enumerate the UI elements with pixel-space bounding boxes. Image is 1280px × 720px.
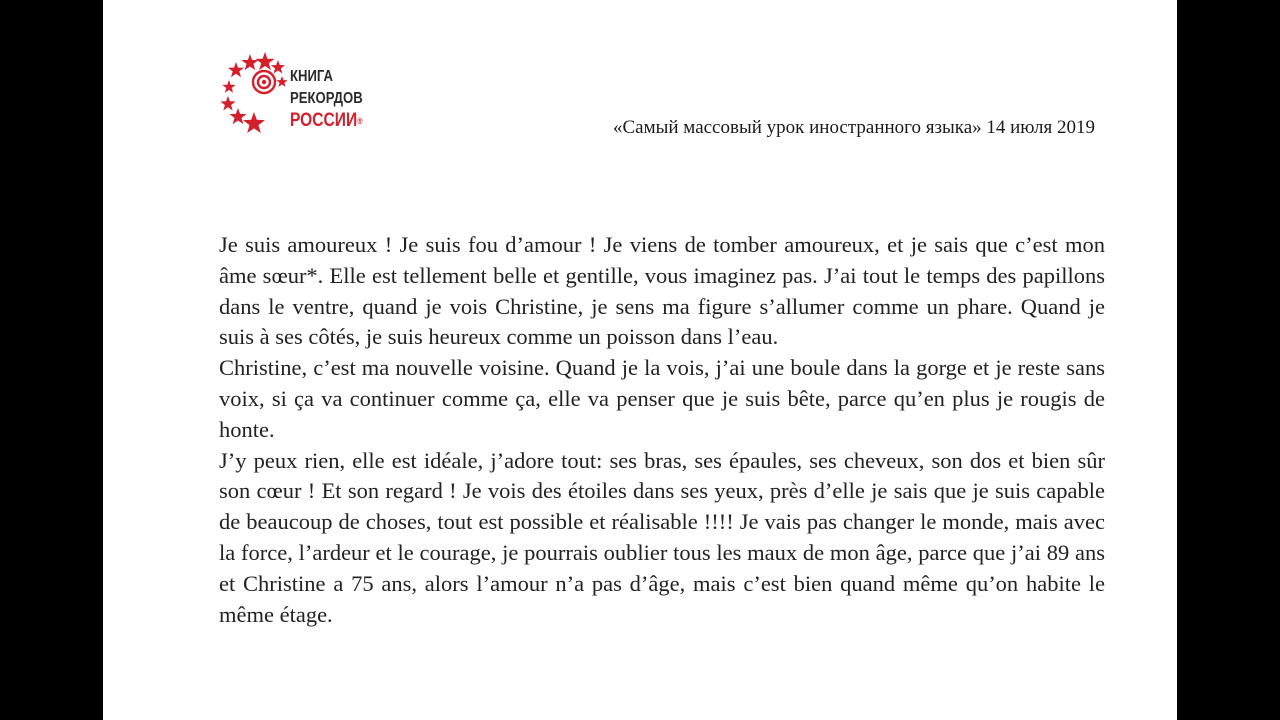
registered-mark: ® bbox=[357, 116, 363, 126]
paragraph-2: Christine, c’est ma nouvelle voisine. Quand je la vois, j’ai une boule dans la gorge et je reste sans voix, si ça va continuer comme ça, elle va penser que je suis bête, parce qu’en plus je rougis de honte. bbox=[219, 355, 1105, 442]
event-caption: «Самый массовый урок иностранного языка» 14 июля 2019 bbox=[612, 117, 1095, 138]
paragraph-3: J’y peux rien, elle est idéale, j’adore tout: ses bras, ses épaules, ses cheveux, son dos et bien sûr son cœur ! Et son regard ! Je vois des étoiles dans ses yeux, près d’elle je sais que je suis capable de beaucoup de choses, tout est possible et réalisable !!!! Je vais pas changer le monde, mais avec la force, l’ardeur et le courage, je pourrais oublier tous les maux de mon âge, parce que j’ai 89 ans et Christine a 75 ans, alors l’amour n’a pas d’âge, mais c’est bien quand même qu’on habite le même étage. bbox=[219, 447, 1105, 627]
letter-body bbox=[219, 230, 1105, 630]
logo-wordmark bbox=[290, 66, 363, 132]
logo-line-3-text: РОССИИ bbox=[290, 110, 358, 131]
document-page bbox=[103, 0, 1177, 720]
records-book-logo bbox=[220, 48, 390, 136]
logo-line-1: КНИГА bbox=[290, 68, 333, 85]
paragraph-1: Je suis amoureux ! Je suis fou d’amour ! Je viens de tomber amoureux, et je sais que c’est mon âme sœur*. Elle est tellement belle et gentille, vous imaginez pas. J’ai tout le temps des papillons dans le ventre, quand je vois Christine, je sens ma figure s’allumer comme un phare. Quand je suis à ses côtés, je suis heureux comme un poisson dans l’eau. bbox=[219, 232, 1105, 350]
logo-line-2: РЕКОРДОВ bbox=[290, 90, 363, 107]
stars-spiral-icon bbox=[220, 48, 292, 136]
logo-line-3 bbox=[290, 110, 363, 132]
